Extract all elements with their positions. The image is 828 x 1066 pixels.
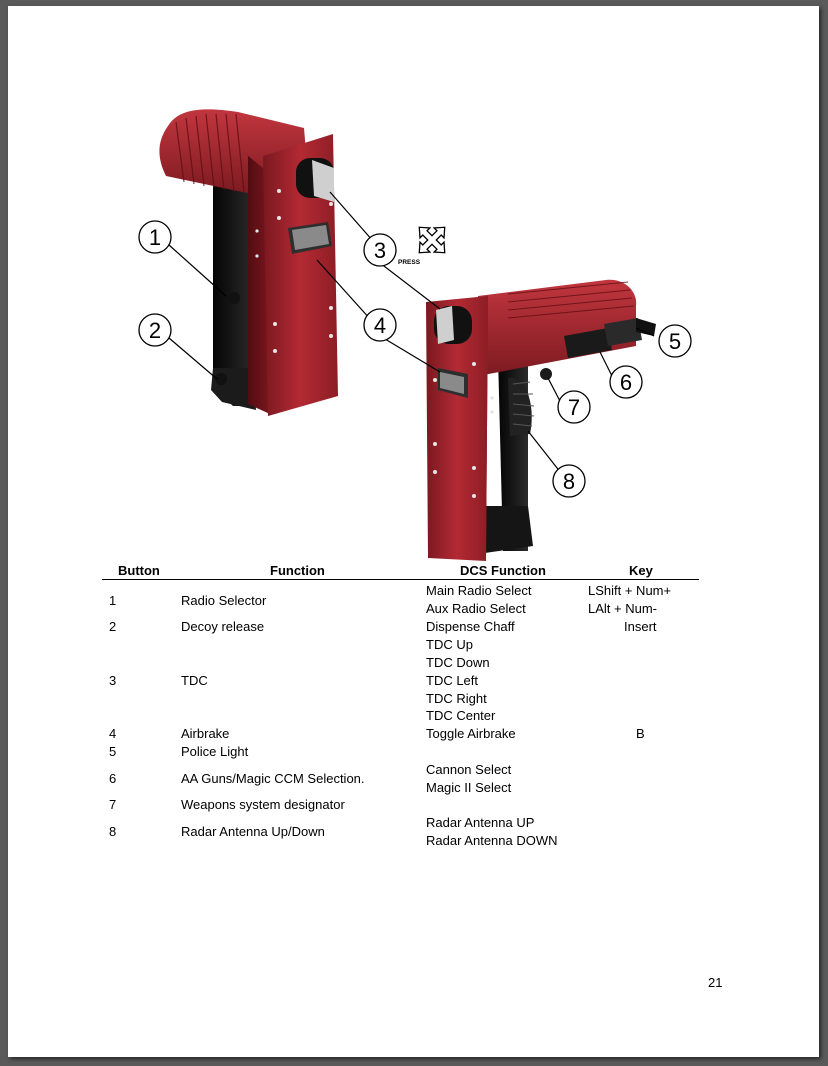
header-dcs-function: DCS Function [460,563,546,578]
row-4-button: 4 [109,726,117,741]
row-3-dcs-2: TDC Down [426,655,490,670]
row-7-button: 7 [109,797,117,812]
throttle-figure [8,6,819,566]
page-number: 21 [708,975,723,990]
header-rule [102,579,699,580]
row-8-dcs-2: Radar Antenna DOWN [426,833,558,848]
row-8-dcs-1: Radar Antenna UP [426,815,535,830]
four-way-arrow-icon [407,215,458,266]
header-key: Key [629,563,653,578]
row-2-dcs-1: Dispense Chaff [426,619,515,634]
row-3-button: 3 [109,673,117,688]
row-1-button: 1 [109,593,117,608]
row-6-function: AA Guns/Magic CCM Selection. [181,771,365,786]
row-2-key-1: Insert [624,619,657,634]
row-7-function: Weapons system designator [181,797,345,812]
callout-5: 5 [668,329,682,354]
row-6-dcs-1: Cannon Select [426,762,512,777]
row-4-dcs-1: Toggle Airbrake [426,726,516,741]
document-page [8,6,819,1057]
row-2-function: Decoy release [181,619,265,634]
row-6-button: 6 [109,771,117,786]
row-3-dcs-5: TDC Center [426,708,496,723]
callout-6: 6 [619,370,633,395]
header-button: Button [118,563,160,578]
row-1-function: Radio Selector [181,593,267,608]
row-4-function: Airbrake [181,726,230,741]
row-2-button: 2 [109,619,117,634]
callout-8: 8 [562,469,576,494]
row-3-dcs-4: TDC Right [426,691,487,706]
callout-2: 2 [148,318,162,343]
row-4-key-1: B [636,726,645,741]
row-1-key-1: LShift + Num+ [588,583,672,598]
press-label: PRESS [398,259,421,266]
row-5-function: Police Light [181,744,249,759]
header-function: Function [270,563,325,578]
row-8-button: 8 [109,824,117,839]
row-3-dcs-3: TDC Left [426,673,479,688]
row-1-dcs-2: Aux Radio Select [426,601,526,616]
throttle-right-view [426,280,656,561]
row-6-dcs-2: Magic II Select [426,780,512,795]
row-1-dcs-1: Main Radio Select [426,583,532,598]
row-5-button: 5 [109,744,117,759]
callout-1: 1 [148,225,162,250]
row-1-key-2: LAlt + Num- [588,601,657,616]
row-3-dcs-1: TDC Up [426,637,473,652]
row-8-function: Radar Antenna Up/Down [181,824,325,839]
callout-7: 7 [567,395,581,420]
callout-3: 3 [373,238,387,263]
callout-4: 4 [373,313,387,338]
row-3-function: TDC [181,673,208,688]
throttle-left-view [159,109,338,416]
